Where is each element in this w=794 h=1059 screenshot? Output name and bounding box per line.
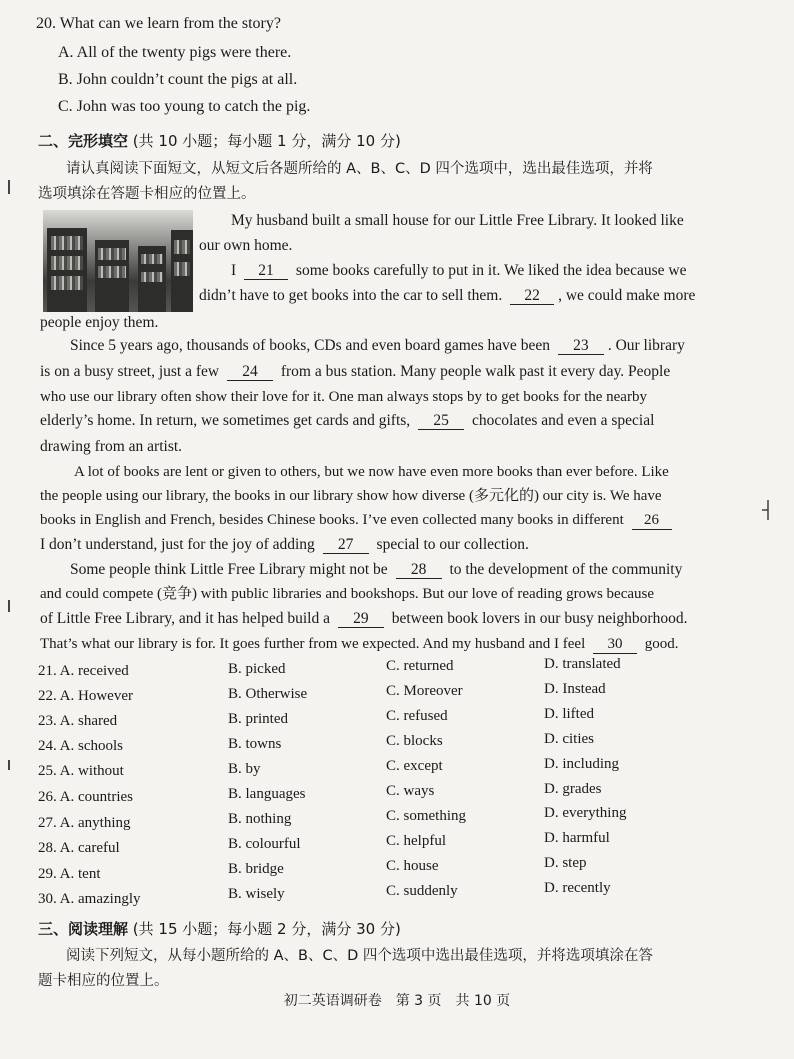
page-footer: 初二英语调研卷 第 3 页 共 10 页 — [283, 993, 511, 1009]
option-25-d[interactable]: D. including — [544, 756, 619, 772]
option-26-d[interactable]: D. grades — [544, 781, 602, 797]
passage-text: didn’t have to get books into the car to sell them. — [199, 287, 503, 304]
option-24-c[interactable]: C. blocks — [386, 733, 443, 749]
section2-title: 二、完形填空 — [38, 132, 129, 150]
q20-stem: 20. What can we learn from the story? — [36, 15, 281, 32]
option-23-c[interactable]: C. refused — [386, 708, 448, 724]
passage-text: That’s what our library is for. It goes further from we expected. And my husband and I feel — [40, 636, 586, 652]
blank-22: 22 — [510, 287, 554, 305]
option-21-c[interactable]: C. returned — [386, 658, 454, 674]
option-27-b[interactable]: B. nothing — [228, 811, 292, 827]
blank-26: 26 — [632, 512, 672, 530]
option-25-c[interactable]: C. except — [386, 758, 443, 774]
passage-line: and could compete (竞争) with public libraries and bookshops. But our love of reading grows because — [40, 586, 655, 602]
passage-text: , we could make more — [558, 287, 696, 304]
option-24-b[interactable]: B. towns — [228, 736, 282, 752]
option-30-a[interactable]: 30. A. amazingly — [38, 891, 141, 907]
option-21-b[interactable]: B. picked — [228, 661, 286, 677]
option-29-d[interactable]: D. step — [544, 855, 587, 871]
passage-line: people enjoy them. — [40, 314, 159, 331]
blank-30: 30 — [593, 636, 637, 654]
passage-line — [40, 609, 687, 629]
option-26-c[interactable]: C. ways — [386, 783, 435, 799]
option-28-b[interactable]: B. colourful — [228, 836, 301, 852]
passage-text: . Our library — [607, 337, 685, 354]
option-23-b[interactable]: B. printed — [228, 711, 288, 727]
option-23-a[interactable]: 23. A. shared — [38, 713, 118, 729]
option-28-d[interactable]: D. harmful — [544, 830, 610, 846]
option-27-a[interactable]: 27. A. anything — [38, 815, 131, 831]
q20-option-a: A. All of the twenty pigs were there. — [58, 44, 292, 61]
option-24-a[interactable]: 24. A. schools — [38, 738, 124, 754]
blank-21: 21 — [244, 262, 288, 280]
option-28-c[interactable]: C. helpful — [386, 833, 446, 849]
option-30-b[interactable]: B. wisely — [228, 886, 285, 902]
passage-line — [199, 286, 695, 306]
passage-text: Since 5 years ago, thousands of books, CDs and even board games have been — [70, 337, 550, 354]
library-photo — [43, 210, 193, 312]
passage-line: My husband built a small house for our Little Free Library. It looked like — [231, 212, 684, 229]
passage-line — [70, 336, 685, 356]
passage-line: A lot of books are lent or given to others, but we now have even more books than ever before. Like — [74, 464, 669, 480]
passage-text: chocolates and even a special — [471, 412, 655, 429]
option-22-b[interactable]: B. Otherwise — [228, 686, 308, 702]
q20-option-b: B. John couldn’t count the pigs at all. — [58, 71, 298, 88]
q20-option-c: C. John was too young to catch the pig. — [58, 98, 311, 115]
passage-text: of Little Free Library, and it has helped build a — [40, 610, 330, 627]
blank-29: 29 — [338, 610, 384, 628]
option-30-d[interactable]: D. recently — [544, 880, 611, 896]
section3-instruction-2: 题卡相应的位置上。 — [38, 973, 169, 989]
passage-line: drawing from an artist. — [40, 438, 183, 455]
blank-28: 28 — [396, 561, 442, 579]
passage-line — [40, 535, 529, 555]
passage-text: elderly’s home. In return, we sometimes get cards and gifts, — [40, 412, 411, 429]
option-27-d[interactable]: D. everything — [544, 805, 627, 821]
passage-line — [231, 261, 687, 281]
passage-line — [40, 634, 679, 654]
option-21-d[interactable]: D. translated — [544, 656, 621, 672]
crosshair-mark-icon — [762, 500, 772, 520]
option-22-c[interactable]: C. Moreover — [386, 683, 463, 699]
section3-instruction-1: 阅读下列短文，从每小题所给的 A、B、C、D 四个选项中选出最佳选项，并将选项填涂在答 — [66, 948, 653, 964]
blank-24: 24 — [227, 363, 273, 381]
scan-edge-mark — [8, 600, 10, 612]
section2-info: (共 10 小题；每小题 1 分，满分 10 分) — [132, 132, 401, 150]
passage-text: I — [231, 262, 237, 279]
option-26-a[interactable]: 26. A. countries — [38, 789, 133, 805]
blank-27: 27 — [323, 536, 369, 554]
option-29-c[interactable]: C. house — [386, 858, 439, 874]
passage-line: the people using our library, the books in our library show how diverse (多元化的) our city is. We have — [40, 488, 662, 504]
option-26-b[interactable]: B. languages — [228, 786, 306, 802]
option-22-d[interactable]: D. Instead — [544, 681, 606, 697]
scan-edge-mark — [8, 760, 10, 770]
passage-text: good. — [644, 636, 679, 652]
passage-line: who use our library often show their love for it. One man always stops by to get books for the nearby — [40, 389, 647, 405]
passage-text: between book lovers in our busy neighborhood. — [391, 610, 688, 627]
section3-title: 三、阅读理解 — [38, 920, 129, 938]
passage-text: to the development of the community — [449, 561, 683, 578]
option-30-c[interactable]: C. suddenly — [386, 883, 458, 899]
blank-23: 23 — [558, 337, 604, 355]
section2-heading — [38, 131, 401, 151]
passage-text: Some people think Little Free Library might not be — [70, 561, 388, 578]
passage-text: I don’t understand, just for the joy of adding — [40, 536, 315, 553]
passage-text: from a bus station. Many people walk past it every day. People — [280, 363, 671, 380]
option-28-a[interactable]: 28. A. careful — [38, 840, 120, 856]
passage-line — [70, 560, 682, 580]
passage-text: special to our collection. — [376, 536, 529, 553]
option-29-a[interactable]: 29. A. tent — [38, 866, 101, 882]
option-23-d[interactable]: D. lifted — [544, 706, 594, 722]
blank-25: 25 — [418, 412, 464, 430]
section2-instruction-2: 选项填涂在答题卡相应的位置上。 — [38, 186, 256, 202]
option-27-c[interactable]: C. something — [386, 808, 467, 824]
option-21-a[interactable]: 21. A. received — [38, 663, 129, 679]
passage-line: our own home. — [199, 237, 293, 254]
option-22-a[interactable]: 22. A. However — [38, 688, 133, 704]
section3-info: (共 15 小题；每小题 2 分，满分 30 分) — [132, 920, 401, 938]
passage-line — [40, 362, 670, 382]
section2-instruction-1: 请认真阅读下面短文，从短文后各题所给的 A、B、C、D 四个选项中，选出最佳选项，并将 — [66, 161, 653, 177]
passage-line — [40, 411, 654, 431]
passage-text: is on a busy street, just a few — [40, 363, 220, 380]
option-25-a[interactable]: 25. A. without — [38, 763, 124, 779]
passage-text: some books carefully to put in it. We liked the idea because we — [295, 262, 687, 279]
option-29-b[interactable]: B. bridge — [228, 861, 284, 877]
passage-line — [40, 510, 676, 530]
option-25-b[interactable]: B. by — [228, 761, 261, 777]
scan-edge-mark — [8, 180, 10, 194]
option-24-d[interactable]: D. cities — [544, 731, 594, 747]
section3-heading — [38, 919, 401, 939]
passage-text: books in English and French, besides Chinese books. I’ve even collected many books in different — [40, 512, 624, 528]
